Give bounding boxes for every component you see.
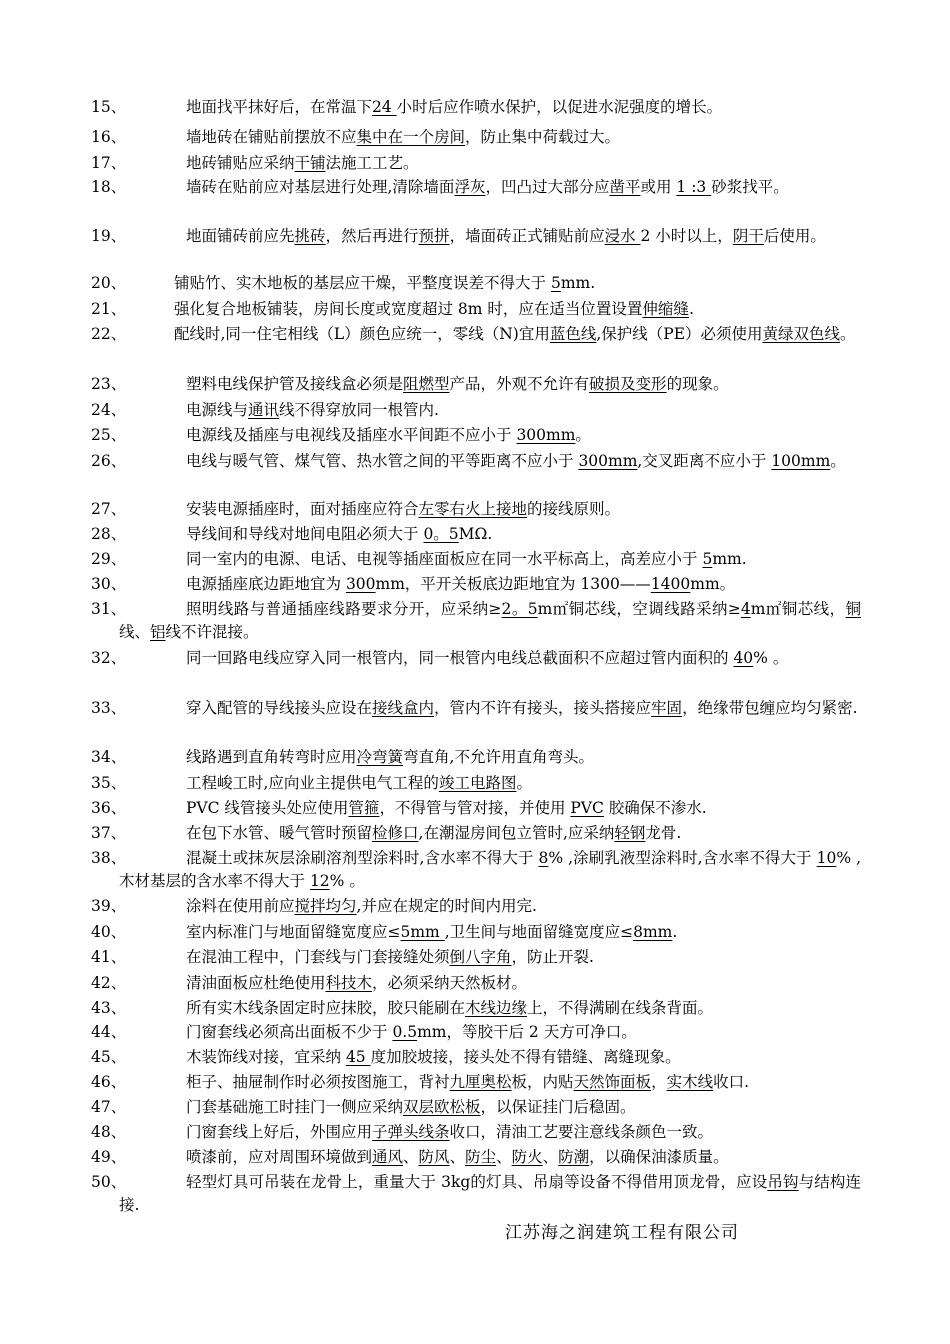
text-segment: 龙骨. (645, 824, 682, 842)
item-number: 36、 (91, 799, 127, 817)
underlined-answer: 实木线 (666, 1073, 714, 1091)
item-text (91, 498, 861, 521)
item-number: 50、 (91, 1173, 127, 1191)
item-text (91, 1046, 861, 1069)
underlined-answer: 通风 (372, 1148, 404, 1166)
underlined-answer: 冷弯簧 (356, 748, 404, 766)
item-text (91, 1121, 861, 1144)
text-segment: 导线间和导线对地间电阻必须大于 (186, 525, 424, 543)
underlined-answer: PVC (570, 799, 604, 817)
text-segment: mm. (560, 274, 596, 292)
underlined-answer: 0。5 (423, 525, 459, 543)
item-number: 19、 (91, 227, 127, 245)
underlined-answer: 木线边缘 (465, 999, 528, 1017)
text-segment: 胶确保不渗水. (603, 799, 707, 817)
list-item (91, 1021, 861, 1044)
item-text (91, 847, 861, 893)
item-number: 38、 (91, 849, 127, 867)
underlined-answer: 300mm (516, 426, 576, 444)
text-segment: 后使用。 (763, 227, 826, 245)
underlined-answer: 集中在一个房间 (356, 128, 466, 146)
underlined-answer: 吊钩 (767, 1173, 799, 1191)
item-text (91, 225, 861, 248)
underlined-answer: 2。5 (501, 600, 538, 618)
item-text (91, 399, 861, 422)
item-number: 18、 (91, 178, 127, 196)
item-number: 24、 (91, 401, 127, 419)
text-segment: ，以保证挂门后稳固。 (480, 1098, 636, 1116)
item-number: 27、 (91, 500, 127, 518)
text-segment: ，以确保油漆质量。 (589, 1148, 729, 1166)
list-item (91, 822, 861, 845)
text-segment: ，然后再进行 (325, 227, 419, 245)
item-text (91, 946, 861, 969)
text-segment: 混凝土或抹灰层涂刷溶剂型涂料时,含水率不得大于 (186, 849, 539, 867)
underlined-answer: 蓝色线 (549, 325, 597, 343)
text-segment: 门窗套线上好后，外围应用 (186, 1123, 373, 1141)
item-number: 46、 (91, 1073, 127, 1091)
company-signature: 江苏海之润建筑工程有限公司 (505, 1223, 739, 1243)
text-segment: 门套基础施工时挂门一侧应采纳 (186, 1098, 404, 1116)
list-item (91, 373, 861, 396)
item-number: 15、 (91, 98, 127, 116)
text-segment: 墙砖在贴前应对基层进行处理,清除墙面 (186, 178, 455, 196)
underlined-answer: 干铺 (294, 154, 326, 172)
text-segment: ，必须采纳天然板材。 (372, 974, 528, 992)
underlined-answer: 防潮 (558, 1148, 590, 1166)
text-segment: 工程峻工时,应向业主提供电气工程的 (186, 774, 439, 792)
underlined-answer: 检修口 (372, 824, 419, 842)
text-segment: 室内标准门与地面留缝宽度应≤ (186, 923, 401, 941)
underlined-answer: 100mm (771, 452, 831, 470)
item-number: 20、 (91, 274, 127, 292)
underlined-answer: 40 (733, 649, 754, 667)
list-item (91, 895, 861, 918)
underlined-answer: 牢固 (651, 699, 683, 717)
item-number: 34、 (91, 748, 127, 766)
list-item (91, 176, 861, 199)
item-text (91, 424, 861, 447)
underlined-answer: 天然饰面板 (573, 1073, 652, 1091)
item-number: 17、 (91, 154, 127, 172)
text-segment: 喷漆前，应对周围环境做到 (186, 1148, 373, 1166)
item-number: 33、 (91, 699, 127, 717)
underlined-answer: 伸缩缝 (642, 300, 689, 318)
list-item (91, 548, 861, 571)
item-number: 41、 (91, 948, 127, 966)
underlined-answer: 通讯 (248, 401, 280, 419)
text-segment: 小时后应作喷水保护，以促进水泥强度的增长。 (396, 98, 723, 116)
text-segment: 的现象。 (666, 375, 729, 393)
text-segment: mm. (712, 550, 747, 568)
underlined-answer: 5 (550, 274, 561, 292)
text-segment: MΩ. (458, 525, 493, 543)
list-item (91, 298, 861, 321)
text-segment: % ,木材基层的含水率不得大于 (119, 849, 861, 890)
list-item (91, 126, 861, 149)
item-text (91, 1096, 861, 1119)
item-text (91, 1071, 861, 1094)
list-item (91, 972, 861, 995)
item-number: 37、 (91, 824, 127, 842)
item-text (91, 921, 861, 944)
list-item (91, 797, 861, 820)
list-item (91, 96, 861, 119)
list-item (91, 946, 861, 969)
item-text (91, 697, 861, 720)
text-segment: 铺贴竹、实木地板的基层应干燥，平整度误差不得大于 (174, 274, 551, 292)
underlined-answer: 左零右火上接地 (418, 500, 528, 518)
text-segment: 清油面板应杜绝使用 (186, 974, 326, 992)
item-number: 21、 (91, 300, 127, 318)
item-number: 35、 (91, 774, 127, 792)
text-segment: 电线与暖气管、煤气管、热水管之间的平等距离不应小于 (186, 452, 579, 470)
list-item (91, 323, 861, 346)
text-segment: 在混油工程中，门套线与门套接缝处须 (186, 948, 450, 966)
item-number: 39、 (91, 897, 127, 915)
item-text (91, 797, 861, 820)
text-segment: 产品，外观不允许有 (449, 375, 590, 393)
underlined-answer: 300 (345, 575, 376, 593)
text-segment: ，不得管与管对接，并使用 (379, 799, 571, 817)
underlined-answer: 24 (372, 98, 397, 116)
text-segment: 穿入配管的导线接头应设在 (186, 699, 373, 717)
list-item (91, 225, 861, 248)
list-item (91, 921, 861, 944)
text-segment: mm。 (690, 575, 736, 593)
underlined-answer: 挑砖 (294, 227, 326, 245)
list-item (91, 450, 861, 473)
text-segment: 、 (542, 1148, 559, 1166)
text-segment: 涂料在使用前应 (186, 897, 295, 915)
text-segment: mm，等胶干后 2 天方可净口。 (417, 1023, 637, 1041)
item-text (91, 598, 861, 644)
list-item (91, 573, 861, 596)
item-text (91, 96, 861, 119)
text-segment: . (672, 923, 678, 941)
item-text (91, 972, 861, 995)
underlined-answer: 管箍 (348, 799, 380, 817)
item-text (91, 1171, 861, 1217)
text-segment: % 。 (753, 649, 789, 667)
underlined-answer: 0.5 (392, 1023, 418, 1041)
text-segment: 配线时,同一住宅相线（L）颜色应统一，零线（N)宜用 (174, 325, 550, 343)
underlined-answer: 阻燃型 (403, 375, 450, 393)
list-item (91, 152, 861, 175)
text-segment: . (688, 300, 694, 318)
item-number: 44、 (91, 1023, 127, 1041)
item-number: 43、 (91, 999, 127, 1017)
underlined-answer: 竣工电路图 (438, 774, 517, 792)
text-segment: 地面铺砖前应先 (186, 227, 295, 245)
text-segment: ,保护线（PE）必须使用 (596, 325, 763, 343)
list-item (91, 523, 861, 546)
text-segment: 线路遇到直角转弯时应用 (186, 748, 357, 766)
underlined-answer: 8mm (633, 923, 673, 941)
text-segment: % 。 (329, 871, 365, 890)
text-segment: 强化复合地板铺装，房间长度或宽度超过 8m 时，应在适当位置设置 (174, 300, 643, 318)
list-item (91, 746, 861, 769)
item-text (91, 573, 861, 596)
underlined-answer: 防尘 (465, 1148, 497, 1166)
item-number: 31、 (91, 600, 127, 618)
underlined-answer: 1 :3 (676, 178, 712, 196)
underlined-answer: 铝 (150, 622, 166, 641)
list-item (91, 1046, 861, 1069)
text-segment: 电源线及插座与电视线及插座水平间距不应小于 (186, 426, 517, 444)
list-item (91, 399, 861, 422)
text-segment: ,在潮湿房间包立管时,应采纳 (418, 824, 615, 842)
text-segment: ,卫生间与地面留缝宽度应≤ (444, 923, 634, 941)
text-segment: % ,涂刷乳液型涂料时,含水率不得大于 (548, 849, 817, 867)
text-segment: 墙地砖在铺贴前摆放不应 (186, 128, 357, 146)
text-segment: m㎡铜芯线， (750, 600, 846, 618)
item-number: 28、 (91, 525, 127, 543)
text-segment: 门窗套线必须高出面板不少于 (186, 1023, 393, 1041)
text-segment: 轻型灯具可吊装在龙骨上，重量大于 3kg的灯具、吊扇等设备不得借用顶龙骨，应设 (186, 1173, 768, 1191)
list-item (91, 697, 861, 720)
text-segment: 木装饰线对接，宜采纳 (186, 1048, 346, 1066)
item-number: 47、 (91, 1098, 127, 1116)
text-segment: 。 (840, 325, 856, 343)
item-text (91, 997, 861, 1020)
text-segment: PVC 线管接头处应使用 (186, 799, 349, 817)
underlined-answer: 破损及变形 (589, 375, 667, 393)
text-segment: 收口，清油工艺要注意线条颜色一致。 (449, 1123, 714, 1141)
text-segment: ，防止开裂. (511, 948, 594, 966)
text-segment: 、 (449, 1148, 466, 1166)
text-segment: 、 (496, 1148, 512, 1166)
item-number: 45、 (91, 1048, 127, 1066)
underlined-answer: 阴干 (732, 227, 764, 245)
list-item (91, 272, 861, 295)
text-segment: ， (651, 1073, 667, 1091)
text-segment: 同一室内的电源、电话、电视等插座面板应在同一水平标高上，高差应小于 (186, 550, 703, 568)
item-number: 22、 (91, 325, 127, 343)
text-segment: ，绝缘带包缠应均匀紧密. (682, 699, 858, 717)
text-segment: 2 小时以上， (640, 227, 733, 245)
list-item (91, 424, 861, 447)
item-number: 25、 (91, 426, 127, 444)
text-segment: 弯直角,不允许用直角弯头。 (403, 748, 594, 766)
text-segment: ，凹凸过大部分应 (485, 178, 610, 196)
text-segment: 电源插座底边距地宜为 (186, 575, 346, 593)
item-text (91, 298, 861, 321)
underlined-answer: 300mm (578, 452, 638, 470)
item-text (91, 450, 861, 473)
underlined-answer: 1400 (650, 575, 691, 593)
item-number: 32、 (91, 649, 127, 667)
underlined-answer: 预拼 (418, 227, 450, 245)
list-item (91, 772, 861, 795)
text-segment: ,并应在规定的时间内用完. (356, 897, 537, 915)
item-text (91, 746, 861, 769)
text-segment: ,交叉距离不应小于 (637, 452, 772, 470)
text-segment: 度加胶坡接，接头处不得有错缝、离缝现象。 (370, 1048, 681, 1066)
item-text (91, 523, 861, 546)
underlined-answer: 铜 (845, 600, 862, 618)
item-text (91, 126, 861, 149)
underlined-answer: 防风 (418, 1148, 450, 1166)
item-text (91, 822, 861, 845)
text-segment: mm，平开关板底边距地宜为 1300—— (375, 575, 651, 593)
text-segment: 板，内贴 (511, 1073, 574, 1091)
underlined-answer: 12 (309, 871, 330, 890)
item-number: 48、 (91, 1123, 127, 1141)
underlined-answer: 10 (816, 849, 837, 867)
text-segment: 砂浆找平。 (711, 178, 789, 196)
underlined-answer: 接线盒内 (372, 699, 435, 717)
underlined-answer: 8 (538, 849, 549, 867)
underlined-answer: 科技木 (325, 974, 373, 992)
text-segment: 。 (575, 426, 591, 444)
text-segment: 、 (403, 1148, 419, 1166)
list-item (91, 1071, 861, 1094)
list-item (91, 1146, 861, 1169)
underlined-answer: 凿平 (609, 178, 641, 196)
text-segment: 照明线路与普通插座线路要求分开，应采纳≥ (186, 600, 502, 618)
list-item (91, 598, 861, 644)
text-segment: 同一回路电线应穿入同一根管内，同一根管内电线总截面积不应超过管内面积的 (186, 649, 734, 667)
item-number: 23、 (91, 375, 127, 393)
text-segment: 地面找平抹好后，在常温下 (186, 98, 373, 116)
item-number: 26、 (91, 452, 127, 470)
text-segment: 法施工工艺。 (325, 154, 419, 172)
item-text (91, 152, 861, 175)
item-text (91, 1146, 861, 1169)
text-segment: m㎡铜芯线，空调线路采纳≥ (537, 600, 741, 618)
item-number: 16、 (91, 128, 127, 146)
text-segment: 的接线原则。 (527, 500, 621, 518)
text-segment: 所有实木线条固定时应抹胶，胶只能刷在 (186, 999, 466, 1017)
text-segment: ，防止集中荷载过大。 (465, 128, 621, 146)
item-text (91, 1021, 861, 1044)
item-number: 30、 (91, 575, 127, 593)
underlined-answer: 双层欧松板 (403, 1098, 481, 1116)
text-segment: 。 (830, 452, 846, 470)
item-number: 29、 (91, 550, 127, 568)
text-segment: 线不许混接。 (165, 622, 259, 641)
item-text (91, 895, 861, 918)
text-segment: 地砖铺贴应采纳 (186, 154, 295, 172)
text-segment: 柜子、抽屉制作时必须按图施工，背衬 (186, 1073, 450, 1091)
underlined-answer: 九厘奥松 (449, 1073, 512, 1091)
list-item (91, 1171, 861, 1217)
list-item (91, 498, 861, 521)
text-segment: 上，不得满刷在线条背面。 (527, 999, 714, 1017)
text-segment: 。 (516, 774, 532, 792)
underlined-answer: 防火 (511, 1148, 543, 1166)
list-item (91, 847, 861, 893)
item-number: 42、 (91, 974, 127, 992)
item-text (91, 272, 861, 295)
text-segment: 收口. (713, 1073, 750, 1091)
underlined-answer: 5 (702, 550, 713, 568)
list-item (91, 647, 861, 670)
underlined-answer: 黄绿双色线 (762, 325, 841, 343)
item-text (91, 373, 861, 396)
text-segment: 安装电源插座时，面对插座应符合 (186, 500, 419, 518)
underlined-answer: 倒八字角 (449, 948, 512, 966)
text-segment: 与结构连接. (119, 1173, 861, 1214)
underlined-answer: 轻钢 (614, 824, 646, 842)
underlined-answer: 4 (740, 600, 751, 618)
text-segment: 线不得穿放同一根管内. (279, 401, 439, 419)
text-segment: 塑料电线保护管及接线盒必须是 (186, 375, 404, 393)
item-text (91, 176, 861, 199)
list-item (91, 1121, 861, 1144)
list-item (91, 997, 861, 1020)
item-text (91, 772, 861, 795)
item-text (91, 548, 861, 571)
text-segment: 或用 (640, 178, 677, 196)
item-text (91, 647, 861, 670)
item-number: 40、 (91, 923, 127, 941)
item-number: 49、 (91, 1148, 127, 1166)
text-segment: 在包下水管、暖气管时预留 (186, 824, 373, 842)
text-segment: ，管内不许有接头，接头搭接应 (434, 699, 652, 717)
text-segment: 电源线与 (186, 401, 249, 419)
underlined-answer: 子弹头线条 (372, 1123, 450, 1141)
text-segment: ，墙面砖正式铺贴前应 (449, 227, 605, 245)
item-text (91, 323, 861, 346)
underlined-answer: 45 (345, 1048, 371, 1066)
underlined-answer: 浸水 (604, 227, 641, 245)
underlined-answer: 搅拌均匀 (294, 897, 357, 915)
list-item (91, 1096, 861, 1119)
underlined-answer: 5mm (400, 923, 445, 941)
underlined-answer: 浮灰 (454, 178, 486, 196)
text-segment: 线、 (119, 622, 151, 641)
